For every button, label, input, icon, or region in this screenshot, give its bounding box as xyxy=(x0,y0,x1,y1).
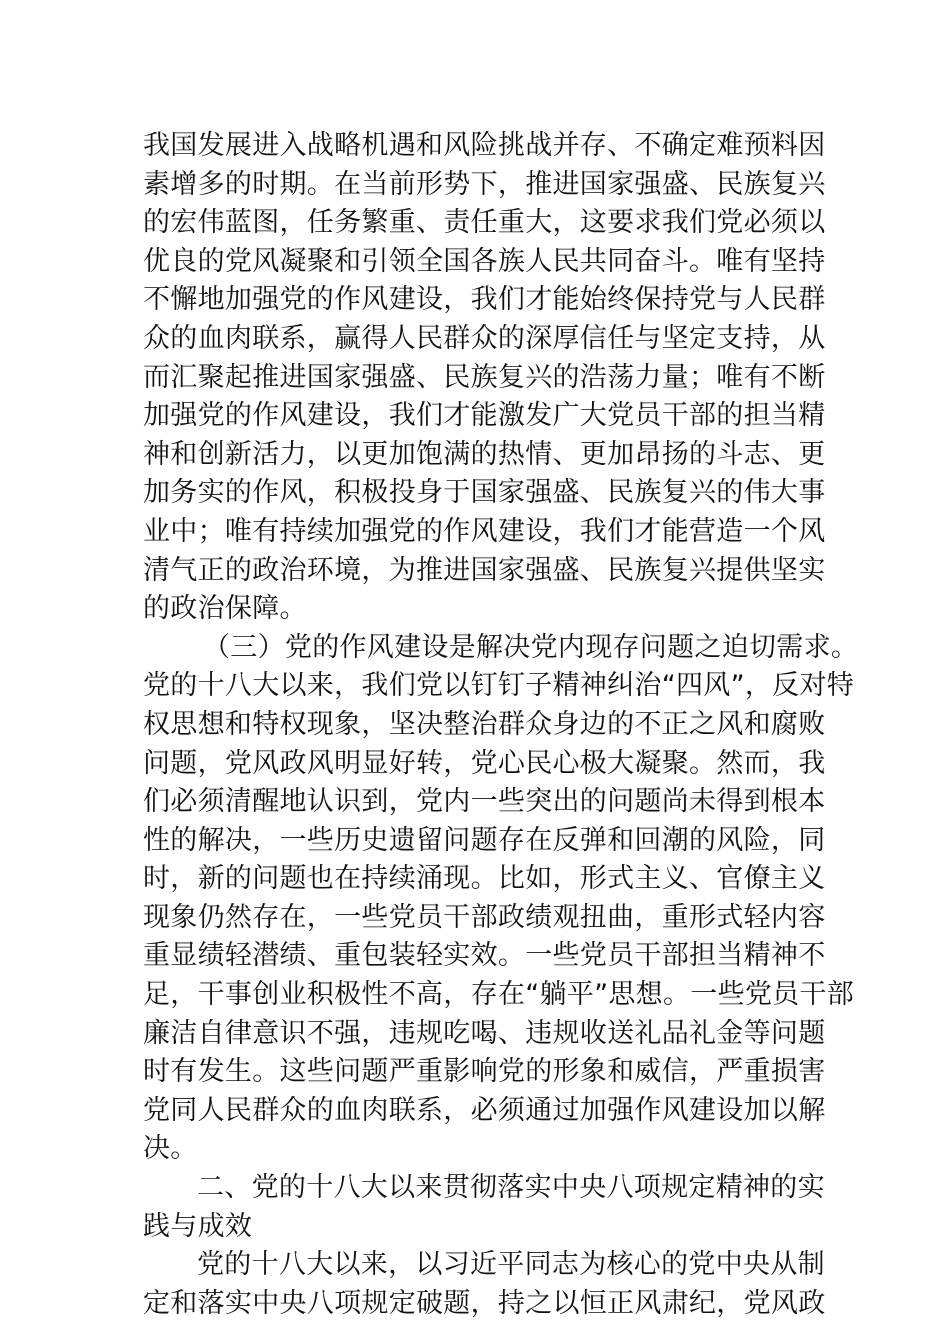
text-line: 党同人民群众的血肉联系，必须通过加强作风建设加以解 xyxy=(143,1094,826,1126)
section-heading: 二、党的十八大以来贯彻落实中央八项规定精神的实 xyxy=(197,1172,825,1204)
text-line: 而汇聚起推进国家强盛、民族复兴的浩荡力量；唯有不断 xyxy=(143,361,826,393)
text-line: 廉洁自律意识不强，违规吃喝、违规收送礼品礼金等问题 xyxy=(143,1017,826,1049)
text-line: 业中；唯有持续加强党的作风建设，我们才能营造一个风 xyxy=(143,515,826,547)
text-line: 时，新的问题也在持续涌现。比如，形式主义、官僚主义 xyxy=(143,863,826,895)
text-line: 清气正的政治环境，为推进国家强盛、民族复兴提供坚实 xyxy=(143,554,826,586)
text-line: 问题，党风政风明显好转，党心民心极大凝聚。然而，我 xyxy=(143,747,826,779)
text-line: 重显绩轻潜绩、重包装轻实效。一些党员干部担当精神不 xyxy=(143,940,826,972)
text-line: 性的解决，一些历史遗留问题存在反弹和回潮的风险，同 xyxy=(143,824,826,856)
text-line: 众的血肉联系，赢得人民群众的深厚信任与坚定支持，从 xyxy=(143,322,826,354)
text-line: 加务实的作风，积极投身于国家强盛、民族复兴的伟大事 xyxy=(143,477,826,509)
text-line: 现象仍然存在，一些党员干部政绩观扭曲，重形式轻内容 xyxy=(143,901,826,933)
text-line: 决。 xyxy=(143,1133,198,1165)
text-line: 神和创新活力，以更加饱满的热情、更加昂扬的斗志、更 xyxy=(143,438,826,470)
text-line: 权思想和特权现象，坚决整治群众身边的不正之风和腐败 xyxy=(143,708,826,740)
text-line: 党的十八大以来，我们党以钉钉子精神纠治“四风”，反对特 xyxy=(143,670,855,702)
section-heading-continued: 践与成效 xyxy=(143,1210,253,1242)
section-subheading: （三）党的作风建设是解决党内现存问题之迫切需求。 xyxy=(203,631,859,663)
text-line: 足，干事创业积极性不高，存在“躺平”思想。一些党员干部 xyxy=(143,979,855,1011)
text-line: 的宏伟蓝图，任务繁重、责任重大，这要求我们党必须以 xyxy=(143,207,826,239)
text-line: 不懈地加强党的作风建设，我们才能始终保持党与人民群 xyxy=(143,284,826,316)
text-line: 素增多的时期。在当前形势下，推进国家强盛、民族复兴 xyxy=(143,168,826,200)
body-text xyxy=(143,127,859,1323)
text-line: 的政治保障。 xyxy=(143,593,307,625)
paragraph-start: 党的十八大以来，以习近平同志为核心的党中央从制 xyxy=(197,1249,825,1281)
text-line: 定和落实中央八项规定破题，持之以恒正风肃纪，党风政 xyxy=(143,1287,826,1319)
text-line: 我国发展进入战略机遇和风险挑战并存、不确定难预料因 xyxy=(143,130,826,161)
text-line: 们必须清醒地认识到，党内一些突出的问题尚未得到根本 xyxy=(143,786,826,818)
text-line: 时有发生。这些问题严重影响党的形象和威信，严重损害 xyxy=(143,1056,826,1088)
text-line: 优良的党风凝聚和引领全国各族人民共同奋斗。唯有坚持 xyxy=(143,245,826,277)
text-line: 加强党的作风建设，我们才能激发广大党员干部的担当精 xyxy=(143,400,826,432)
